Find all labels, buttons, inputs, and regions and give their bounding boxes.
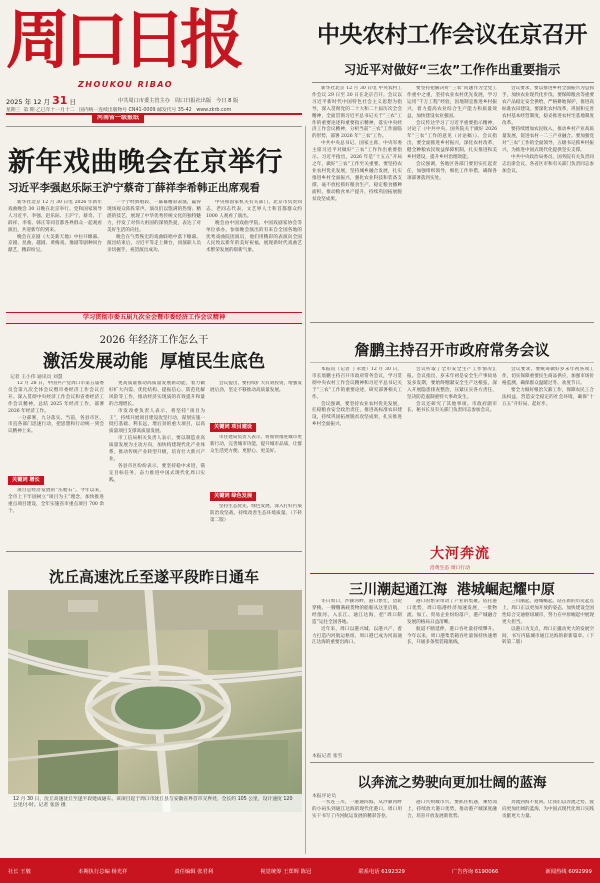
masthead-meta-row1 [118, 97, 238, 104]
dahe-byline: 本报记者 张雪 [312, 754, 343, 759]
gala-body-col3: 中央和国家机关有关部门、北京市负责同志，老同志代表，文艺界人士和首都群众约 1000 人观看了演出。 晚会由中国戏曲学院、中国戏剧家协会等单位承办。参加晚会演出的有来自全国各地的优秀戏曲院团演员，他们用精彩的表演向全国人民致以新年的美好祝福，展现新时代戏曲艺术繁荣发展的崭新气象。 [206, 200, 302, 254]
cn-number: 国内统一连续出版物号 CN41-0009 邮发代号 35-42 [79, 108, 192, 113]
footer-items [0, 858, 600, 883]
council-headline: 詹鹏主持召开市政府常务会议 [354, 341, 550, 359]
council-body-col1: 本报讯（记者 丁永建）12 月 30 日，市长詹鹏主持召开市政府常务会议，学习贯彻中央农村工作会议精神和习近平总书记关于“三农”工作的重要论述，研究部署相关工作。 会议强调，要坚持农业农村优先发展，扛稳粮食安全政治责任，推进高标准农田建设，持续巩固拓展脱贫攻坚成果，扎实推进乡村全面振兴。 [312, 367, 402, 428]
footer-item: 本期执行总编 杨光祥 [77, 868, 128, 875]
footer-item: 责任编辑 张君利 [174, 868, 214, 875]
economy-body-col3: 会议提出，要持续扩大有效投资，增强发展后劲，坚定不移推动高质量发展。 [210, 381, 302, 393]
economy-kicker: 2026 年经济工作怎么干 [99, 335, 209, 346]
masthead-meta-row2 [6, 106, 231, 113]
lead-body-col2: 要坚持把解决好“三农”问题作为全党工作重中之重，坚持农业农村优先发展，学习运用“千万工程”经验，因地制宜推进乡村振兴，着力提高农业综合生产能力和质量效益，加快建设农业强国。 会议传达学习了习近平重要指示精神，讨论了《中共中央、国务院关于做好 2026 年“三农”工作的意见（讨论稿）》。会议指出，要全面推进乡村振兴，深化农村改革，健全种粮农民收益保障机制，扎实推进和美乡村建设，提升乡村治理效能。 会议强调，各地区各部门要切实扛起责任，加强组织领导，细化工作举措，确保各项部署落到实处。 [407, 86, 497, 181]
publisher: 周口日报社出版 [174, 98, 212, 104]
lead-subheadline: 习近平对做好“三农”工作作出重要指示 [343, 62, 561, 77]
council-body-col2: 会议听取了全市安全生产工作情况汇报。会议指出，岁末年初是安全生产事故易发多发期，要始终绷紧安全生产这根弦，深入开展隐患排查整治，压紧压实各方责任，坚决防范遏制重特大事故发生。 会议还研究了其他事项。市政府副市长、秘书长及有关部门负责同志参加会议。 [407, 367, 497, 414]
masthead-logo: 周口日报 [6, 3, 238, 78]
weekday: 星期三 [6, 108, 21, 113]
dahe-body-col1: 冬日周口，沙颍河畔，港口繁忙，货轮穿梭。一艘艘满载货物的船舶从这里启航，经淮河、入长江、通江达海，把“周口制造”运往全国各地。 近年来，周口以港兴城、以港兴产，着力打造内河航运枢纽，周口港已成为河南通江达海的重要出海口。 [312, 599, 402, 646]
dahe-body-col3: 三川潮起，港城崛起。站在新的历史起点上，周口正以更加开放的姿态，加快建设全国性综合交通枢纽城市，努力在中原崛起中展现更大担当。 以港口为支点，周口正撬动更大的发展空间，书写内陆城市通江达海的崭新篇章。（下转第二版） [502, 599, 594, 646]
footer-bar [0, 858, 600, 883]
dahe-body-col2: 港口的繁荣带动了产业的集聚。依托港口优势，周口临港经济加速发展，一批物流、加工、贸易企业纷纷落户，港产城融合发展的格局日益清晰。 航道不断延伸，港口吞吐量持续攀升。今年以来，周口港集装箱吞吐量保持快速增长，开通多条集装箱航线。 [407, 599, 497, 646]
dahe-headline: 三川潮起通江海 港城崛起耀中原 [349, 582, 555, 598]
gala-body-col2: 一个个经典唱段、一幕幕精彩表演，赢得现场观众阵阵掌声。演员们以饱满的热情、精湛的技艺，展现了中华优秀传统文化的独特魅力，抒发了对伟大祖国的深情热爱，表达了对美好生活的向往。 晚会在气势恢宏的戏曲联唱中落下帷幕。演出结束后，习近平等走上舞台，同演职人员亲切握手，祝贺演出成功。 [107, 200, 201, 254]
blue-ocean-body-col2: 港口兴则城市兴。要抓住机遇，乘势而上，持续放大港口优势，推动港产城深度融合，培育开放发展新优势。 [407, 800, 497, 819]
photo-caption: 12 月 30 日，沈丘高速沈丘至遂平段建成通车。该项目起于周口市沈丘县与安徽省界首市交界处，全长约 105 公里，设计速度 120 公里/小时。记者 张洛 摄 [8, 794, 302, 812]
economy-banner [6, 312, 302, 324]
economy-tag-projects: 关键词 项目建设 [210, 423, 256, 432]
dahe-rule [310, 573, 594, 574]
photo-top-rule [6, 551, 302, 552]
dahe-section-title: 大河奔流 [430, 546, 490, 562]
gala-top-rule [6, 126, 302, 127]
lead-body-col3: 会议要求，要以推进乡村全面振兴为总抓手，加快农业现代化步伐。要保障粮食等重要农产品稳定安全供给，严格耕地保护，推进高标准农田建设。要深化农村改革，巩固和完善农村基本经营制度，稳妥推进农村宅基地制度改革。 要持续增加农民收入，推动乡村产业高质量发展，促进农村一二三产业融合。要加强党对“三农”工作的全面领导，五级书记抓乡村振兴，为推进中国式现代化提供坚实支撑。 中共中央政治局委员、国务院有关负责同志出席会议。各省区市和有关部门负责同志参加会议。 [502, 86, 594, 174]
highway-aerial-image [8, 590, 302, 812]
footer-item: 广告咨询 6190066 [451, 868, 499, 875]
economy-body-col3b: 市住建局负责人表示，将加快推进城市更新行动，完善城市功能，提升城市品质，让群众生活更方便、更舒心、更美好。 [210, 435, 302, 454]
lead-underline [312, 82, 594, 83]
blue-ocean-byline: 本报评论员 [312, 794, 336, 799]
footer-item: 社长 王敬 [8, 868, 31, 875]
dahe-section-header [430, 543, 594, 569]
photo-headline: 沈丘高速沈丘至遂平段昨日通车 [48, 568, 259, 586]
date-suffix: 日 [69, 98, 76, 106]
footer-item: 视觉统筹 王郑辉 陈冠 [260, 868, 312, 875]
council-under-rule [310, 362, 594, 363]
issue-line: 第 期 乙巳年十一月十二 [23, 108, 75, 113]
level-badge: 河南省一级报纸 [92, 113, 144, 123]
sponsor: 中共周口市委主管主办 [118, 98, 170, 104]
gala-headline: 新年戏曲晚会在京举行 [8, 147, 283, 178]
masthead-divider [6, 113, 302, 115]
date-day: 31 [52, 94, 68, 107]
blue-ocean-body-col1: 一水连三川，一港通四海。从沙颍河畔的小码头到通江达海的现代化港口，周口用实干书写了内河航运发展的精彩答卷。 [312, 800, 402, 819]
dahe-section-sub: 沿黄生态 周口行动 [430, 566, 470, 571]
economy-body-col3c: 坚持生态优先、绿色发展，深入打好污染防治攻坚战，持续改善生态环境质量。（下转第二版） [210, 504, 302, 523]
blue-ocean-top-rule [310, 762, 594, 763]
council-top-rule [310, 322, 594, 323]
highway-photo [8, 590, 302, 812]
economy-tag-green: 关键词 绿色发展 [210, 492, 256, 501]
date-prefix: 2025 年 12 月 [6, 98, 51, 106]
footer-item: 联系电话 6192329 [358, 868, 405, 875]
footer-item: 新闻热线 6092999 [545, 868, 592, 875]
website: www.zkrb.com [196, 108, 232, 113]
lead-body-col1: 新华社北京 12 月 30 日电 中央农村工作会议 29 日至 30 日在北京召开。会议以习近平新时代中国特色社会主义思想为指导，深入贯彻党的二十大和二十届历次全会精神，全面贯彻习近平总书记关于“三农”工作的重要论述和重要指示精神，落实中央经济工作会议精神，分析当前“三农”工作面临的形势，部署 2026 年“三农”工作。 中共中央总书记、国家主席、中央军委主席习近平对做好“三农”工作作出重要指示。习近平指出，2026 年是“十五五”开局之年，做好“三农”工作至关重要。要坚持农业农村优先发展，坚持城乡融合发展，扎实推进乡村全面振兴，强化农业科技和装备支撑，毫不放松抓好粮食生产，稳定粮食播种面积，推动粮食单产提升，持续巩固拓展脱贫攻坚成果。 [312, 86, 402, 202]
economy-tag-growth: 关键词 增长 [8, 476, 44, 485]
blue-ocean-body-col3: 奔流到海不复回。让我们以奔流之势，驶向更加壮阔的蓝海，为中国式现代化周口实践贡献更大力量。 [502, 800, 594, 819]
edition-count: 今日 8 版 [216, 98, 239, 104]
council-body-col3: 会议要求，要统筹做好岁末年初各项工作，切实保障重要民生商品供应，加强市场价格监测，确保群众温暖过冬、欢度节日。 要全力做好根治欠薪工作，保障农民工合法权益，营造安全稳定的社会环境，确保“十五五”开好局、起好步。 [502, 367, 594, 407]
gala-body-col1: 新华社北京 12 月 30 日电 2026 年新年戏曲晚会 30 日晚在北京举行。党和国家领导人习近平、李强、赵乐际、王沪宁、蔡奇、丁薛祥、李希、韩正等同首都各界群众一起观看演出，共迎新年的到来。 晚会在京剧《大美新天地》中拉开帷幕。京剧、昆曲、越剧、黄梅戏、豫剧等剧种同台献艺，精彩纷呈。 [8, 200, 102, 254]
lead-headline: 中央农村工作会议在京召开 [317, 22, 587, 48]
economy-byline: 记者 王小伟 通讯员 刘慧 [10, 375, 63, 380]
economy-body-col1: 12 月 28 日，中国共产党周口市第五届委员会第九次全体会议暨市委经济工作会议召开。深入贯彻中央经济工作会议和省委经济工作会议精神，总结 2025 年经济工作，部署 2026 年经济工作。 一分部署，九分落实。当前，各县市区、市直各部门迅速行动，把思想和行动统一到会议精神上来。 [8, 381, 104, 435]
economy-body-col1b: 项目是经济发展的“压舱石”。今年以来，全市上下牢固树立“项目为王”理念，加快推进重点项目建设，全年实施省市重点项目 700 余个。 [8, 488, 104, 514]
gala-subheadline: 习近平李强赵乐际王沪宁蔡奇丁薛祥李希韩正出席观看 [8, 182, 260, 194]
blue-ocean-headline: 以奔流之势驶向更加壮阔的蓝海 [357, 775, 547, 791]
economy-headline: 激活发展动能 厚植民生底色 [42, 352, 266, 372]
page-column-divider [305, 126, 306, 854]
masthead-pinyin: ZHOUKOU RIBAO [78, 80, 174, 89]
economy-banner-text: 学习贯彻市委五届九次全会暨市委经济工作会议精神 [82, 314, 226, 321]
economy-body-col2: 更高质量推动高质量发展新动能，着力做好扩大内需、优化结构、提振信心、防范化解风险等工作，推动经济实现质的有效提升和量的合理增长。 市发改委负责人表示，将坚持“项目为王”，持续开展项目建设攻坚行动，谋划实施一批打基础、利长远、增后劲的重大项目，以高质量项目支撑高质量发展。 市工信局相关负责人表示，要以制造业高质量发展为主攻方向，加快构建现代化产业体系，推动传统产业转型升级，培育壮大新兴产业。 各县市区纷纷表示，要坚持稳中求进，锚定目标任务，奋力推进中国式现代化周口实践。 [109, 381, 205, 483]
